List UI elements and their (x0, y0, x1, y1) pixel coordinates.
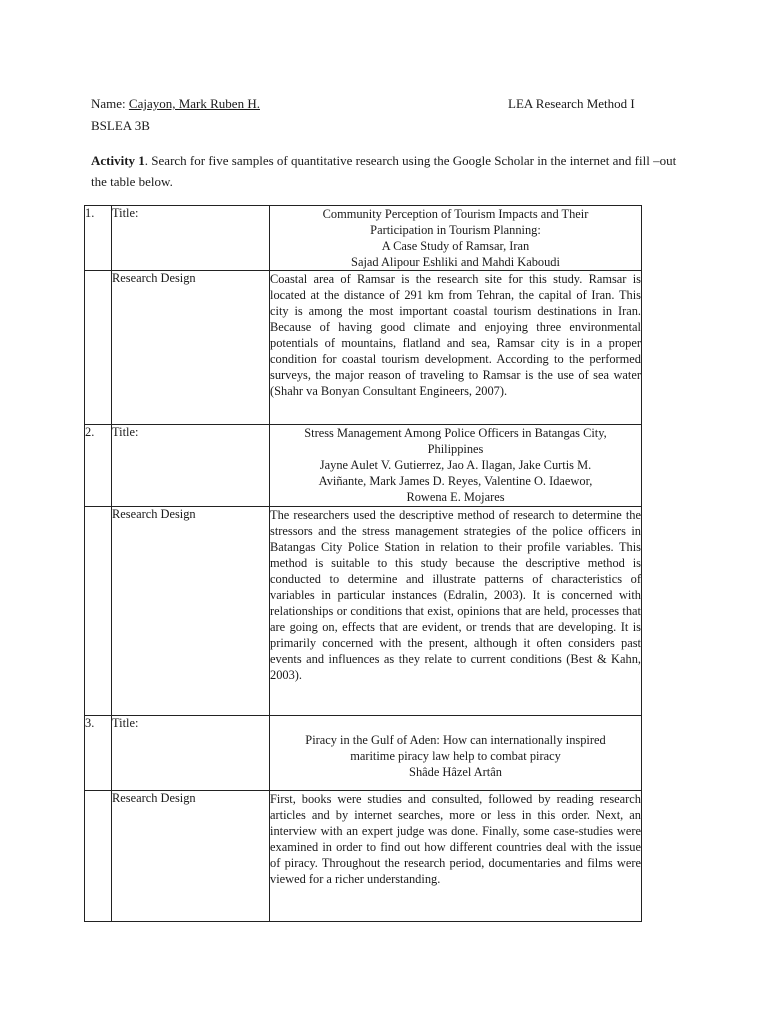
empty-cell (85, 271, 112, 425)
empty-cell (85, 507, 112, 716)
title-label: Title: (112, 206, 270, 271)
table-row (85, 271, 642, 425)
title-line: Piracy in the Gulf of Aden: How can internationally inspired (305, 733, 606, 747)
design-text: Coastal area of Ramsar is the research site for this study. Ramsar is located at the distance of 291 km from Tehran, the capital of Iran. This city is among the most important coastal tourism destinations in Iran. Because of having good climate and enjoying three environmental potentials of mountains, flatland and sea, Ramsar city is in a proper condition for coastal tourism development. According to the performed surveys, the major reason of traveling to Ramsar is the use of sea water (Shahr va Bonyan Consultant Engineers, 2007). (270, 271, 642, 425)
design-label: Research Design (112, 791, 270, 922)
activity-label: Activity 1 (91, 153, 145, 168)
row-number: 2. (85, 425, 112, 507)
design-text: First, books were studies and consulted, followed by reading research articles and by internet searches, more or less in this order. Next, an interview with an expert judge was done. Finally, some case-studies were examined in order to find out how different countries deal with the issue of piracy. Throughout the research period, documentaries and films were viewed for a richer understanding. (270, 791, 642, 922)
title-value (270, 716, 642, 791)
row-number: 3. (85, 716, 112, 791)
title-value (270, 206, 642, 271)
title-line: Community Perception of Tourism Impacts and Their (322, 207, 589, 221)
activity-text: . Search for five samples of quantitative research using the Google Scholar in the internet and fill –out the table below. (91, 153, 677, 189)
title-line: Aviñante, Mark James D. Reyes, Valentine O. Idaewor, (318, 474, 593, 488)
course-title: LEA Research Method I (508, 96, 635, 111)
title-line: maritime piracy law help to combat piracy (350, 749, 561, 763)
table-row (85, 716, 642, 791)
title-line: Philippines (427, 442, 484, 456)
title-line: A Case Study of Ramsar, Iran (381, 239, 530, 253)
title-line: Stress Management Among Police Officers in Batangas City, (304, 426, 607, 440)
title-label: Title: (112, 425, 270, 507)
student-name: Cajayon, Mark Ruben H. (128, 96, 260, 111)
table-row (85, 791, 642, 922)
activity-instructions (91, 150, 691, 192)
section-line: BSLEA 3B (91, 118, 150, 133)
design-label: Research Design (112, 271, 270, 425)
title-line: Rowena E. Mojares (406, 490, 505, 504)
title-line: Shâde Hâzel Artân (409, 765, 502, 779)
table-row (85, 206, 642, 271)
title-label: Title: (112, 716, 270, 791)
name-label: Name: (91, 96, 126, 111)
title-line: Sajad Alipour Eshliki and Mahdi Kaboudi (351, 255, 560, 269)
table-row (85, 425, 642, 507)
title-value (270, 425, 642, 507)
title-line: Participation in Tourism Planning: (370, 223, 541, 237)
student-info (91, 93, 260, 137)
name-line (91, 93, 260, 115)
row-number: 1. (85, 206, 112, 271)
empty-cell (85, 791, 112, 922)
design-label: Research Design (112, 507, 270, 716)
design-text: The researchers used the descriptive method of research to determine the stressors and the stress management strategies of the police officers in Batangas City Police Station in relation to their profile variables. This method is suitable to this study because the descriptive method is conducted to determine and illustrate patterns of characteristics of variables in particular instances (Edralin, 2003). It is concerned with relationships or conditions that exist, opinions that are held, processes that are going on, effects that are evident, or trends that are developing. It is primarily concerned with the present, although it often considers past events and influences as they relate to current conditions (Best & Kahn, 2003). (270, 507, 642, 716)
title-line: Jayne Aulet V. Gutierrez, Jao A. Ilagan, Jake Curtis M. (319, 458, 592, 472)
table-row (85, 507, 642, 716)
research-table (84, 205, 642, 922)
